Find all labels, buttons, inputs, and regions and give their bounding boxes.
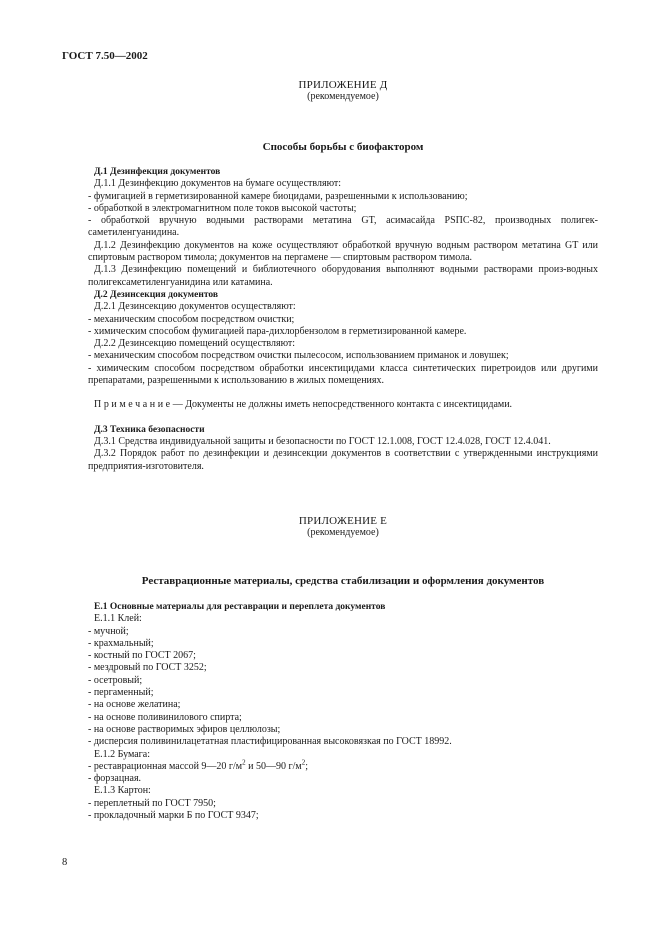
list-item: - механическим способом посредством очистки; [88,313,295,325]
section-d1-title: Д.1 Дезинфекция документов [94,167,221,177]
annex-e-subtitle: (рекомендуемое) [307,527,379,539]
annex-e-body [88,601,598,822]
section-d3-title: Д.3 Техника безопасности [94,424,205,435]
page-number: 8 [62,857,68,868]
paragraph-d12: Д.1.2 Дезинфекцию документов на коже осуществляют обработкой вручную водным раствором метатина GT или спиртовым раствором тимола; документов на пергамене — спиртовым раствором тимола. [88,239,598,264]
annex-d-title-block [88,79,598,104]
list-item: - на основе желатина; [88,699,181,711]
section-d2-title: Д.2 Дезинсекция документов [94,289,219,300]
list-item: - дисперсия поливинилацетатная пластифицированная высоковязкая по ГОСТ 18992. [88,736,452,748]
paper-item-text: ; [305,760,308,772]
paragraph-d11: Д.1.1 Дезинфекцию документов на бумаге осуществляют: [94,178,342,190]
annex-d-title: ПРИЛОЖЕНИЕ Д [298,79,388,91]
paragraph-e13: Е.1.3 Картон: [94,785,151,797]
note-text: — Документы не должны иметь непосредственного контакта с инсектицидами. [172,399,513,411]
list-item: - обработкой в электромагнитном поле токов высокой частоты; [88,202,357,214]
superscript: 2 [242,758,246,767]
paragraph-d21: Д.2.1 Дезинсекцию документов осуществляют: [94,301,296,313]
list-item: - мучной; [88,625,129,637]
paragraph-d13: Д.1.3 Дезинфекцию помещений и библиотечного оборудования выполняют водными растворами произ-водных полигексаметиленгуанидина или катамина. [88,264,598,288]
list-item: - прокладочный марки Б по ГОСТ 9347; [88,810,259,822]
list-item: - осетровый; [88,674,143,686]
list-item: - крахмальный; [88,637,154,649]
paragraph-d22: Д.2.2 Дезинсекцию помещений осуществляют: [94,338,296,350]
list-item: - на основе поливинилового спирта; [88,711,242,723]
section-e1-title: Е.1 Основные материалы для реставрации и переплета документов [94,602,386,612]
document-header: ГОСТ 7.50—2002 [62,50,148,62]
paragraph-d32: Д.3.2 Порядок работ по дезинфекции и дезинсекции документов в соответствии с утвержденными инструкциями предприятия-изготовителя. [88,448,598,472]
paper-item-text: - реставрационная массой 9—20 г/м [88,760,243,772]
note [88,399,598,411]
list-item: - пергаменный; [88,687,154,699]
annex-e-heading: Реставрационные материалы, средства стабилизации и оформления документов [141,575,545,587]
annex-e-title: ПРИЛОЖЕНИЕ Е [298,515,388,527]
annex-d-heading: Способы борьбы с биофактором [262,141,424,153]
list-item: - фумигацией в герметизированной камере биоцидами, разрешенными к использованию; [88,190,468,202]
paragraph-e11: Е.1.1 Клей: [94,613,142,625]
list-item [88,758,598,773]
paragraph-e12: Е.1.2 Бумага: [94,748,150,760]
annex-d-body [88,166,598,473]
paragraph-d31: Д.3.1 Средства индивидуальной защиты и безопасности по ГОСТ 12.1.008, ГОСТ 12.4.028, ГОСТ 12.4.041. [94,435,551,447]
list-item: - химическим способом фумигацией пара-дихлорбензолом в герметизированной камере. [88,325,467,337]
list-item: - обработкой вручную водными растворами метатина GT, асимасайда PSПС-82, производных полигек-саметиленгуанидина. [88,215,598,239]
list-item: - форзацная. [88,773,142,785]
paper-item-text: и 50—90 г/м [245,760,302,772]
superscript: 2 [301,758,306,767]
annex-d-subtitle: (рекомендуемое) [307,91,379,103]
list-item: - на основе растворимых эфиров целлюлозы; [88,723,281,735]
list-item: - переплетный по ГОСТ 7950; [88,797,216,809]
list-item: - мездровый по ГОСТ 3252; [88,662,207,674]
annex-e-title-block [88,515,598,540]
list-item: - химическим способом посредством обработки инсектицидами класса синтетических пиретроидов или другими препаратами, разрешенными к использованию в жилых помещениях. [88,362,598,387]
note-label: Примечание [94,399,173,411]
list-item: - костный по ГОСТ 2067; [88,650,196,662]
list-item: - механическим способом посредством очистки пылесосом, использованием приманок и ловушек; [88,350,509,362]
